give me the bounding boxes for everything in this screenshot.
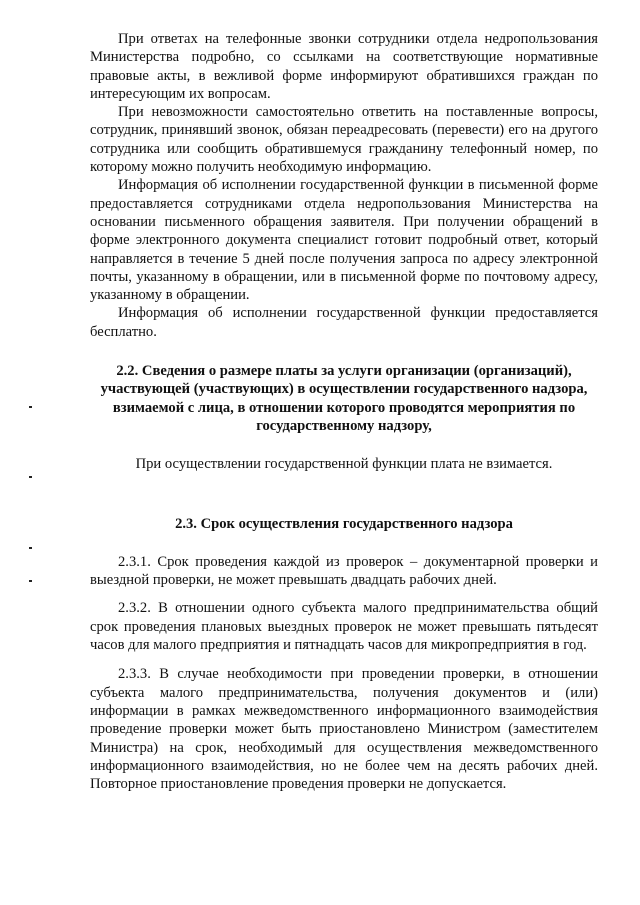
margin-mark-2 <box>29 476 32 478</box>
section-2-3-3: 2.3.3. В случае необходимости при проведении проверки, в отношении субъекта малого предпринимательства, получения документов и (или) информации в рамках межведомственного информационного взаимодействия проведение проверки может быть приостановлено Министром (заместителем Министра) на срок, необходимый для осуществления межведомственного информационного взаимодействия, но не более чем на десять рабочих дней. Повторное приостановление проведения проверки не допускается. <box>90 666 598 793</box>
section-2-3-2: 2.3.2. В отношении одного субъекта малого предпринимательства общий срок проведения плановых выездных проверок не может превышать пятьдесят часов для малого предприятия и пятнадцать часов для микропредприятия в год. <box>90 600 598 654</box>
margin-mark-4 <box>29 580 32 582</box>
section-2-2-heading: 2.2. Сведения о размере платы за услуги организации (организаций), участвующей (участвующих) в осуществлении государственного надзора, взимаемой с лица, в отношении которого проводятся мероприятия по государственному надзору, <box>100 363 588 434</box>
section-2-2-text: При осуществлении государственной функции плата не взимается. <box>135 456 553 473</box>
paragraph-phone-calls: При ответах на телефонные звонки сотрудники отдела недропользования Министерства подробно, со ссылками на соответствующие нормативные правовые акты, в вежливой форме информируют обратившихся граждан по интересующим их вопросам. <box>90 31 598 102</box>
section-2-3-heading: 2.3. Срок осуществления государственного надзора <box>175 515 513 532</box>
margin-mark-1 <box>29 406 32 408</box>
section-2-3-1: 2.3.1. Срок проведения каждой из проверок – документарной проверки и выездной проверки, не может превышать двадцать рабочих дней. <box>90 553 598 589</box>
paragraph-redirect: При невозможности самостоятельно ответить на поставленные вопросы, сотрудник, принявший звонок, обязан переадресовать (перевести) его на другого сотрудника или сообщить обратившемуся гражданину телефонный номер, по которому можно получить необходимую информацию. <box>90 104 598 176</box>
document-page <box>90 30 598 793</box>
paragraph-written-info: Информация об исполнении государственной функции в письменной форме предоставляется сотрудниками отдела недропользования Министерства на основании письменного обращения заявителя. При получении обращений в форме электронного документа специалист готовит подробный ответ, который направляется в течение 5 дней после получения запроса по адресу электронной почты, указанному в обращении, или в письменной форме по почтовому адресу, указанному в обращении. <box>90 177 598 304</box>
paragraph-free-of-charge: Информация об исполнении государственной функции предоставляется бесплатно. <box>90 305 598 340</box>
margin-mark-3 <box>29 547 32 549</box>
